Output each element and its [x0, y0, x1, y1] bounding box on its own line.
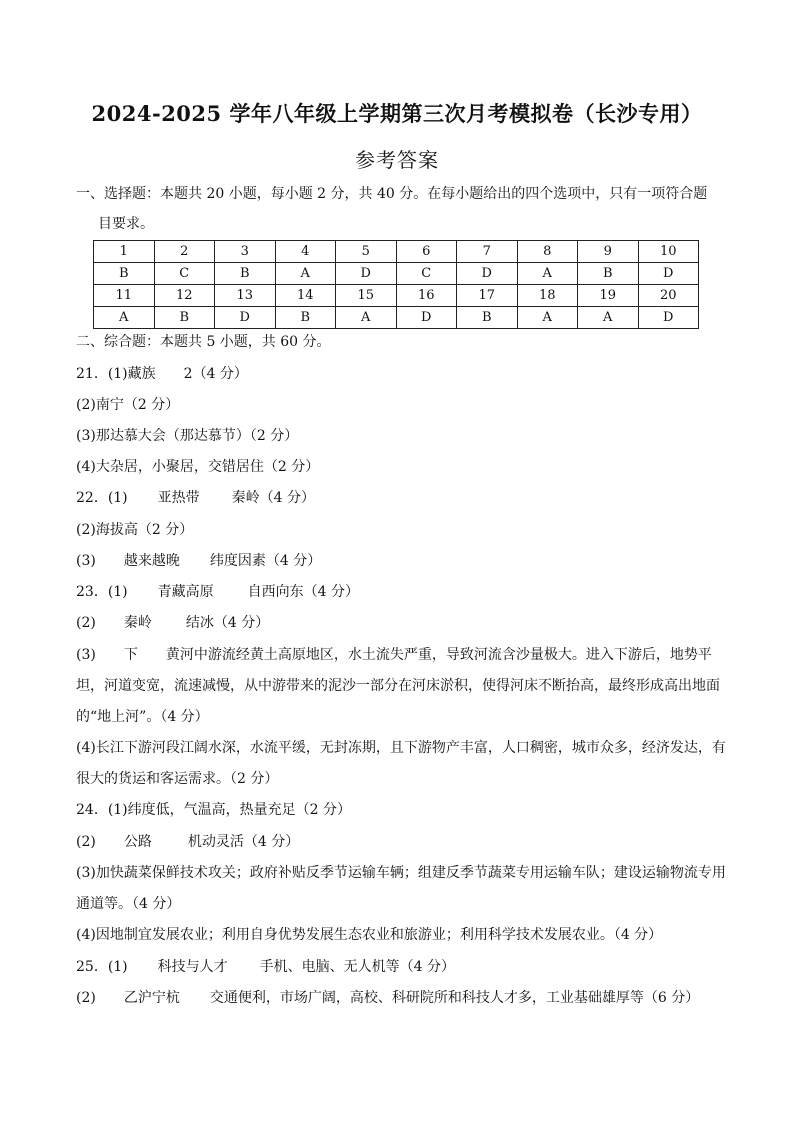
question-number-cell: 14 [275, 285, 336, 307]
q23-part2-label: (2) [76, 615, 96, 631]
q22-part3-a: 越来越晚 [123, 553, 180, 569]
question-number-cell: 3 [215, 241, 276, 263]
q23-part2 [76, 613, 269, 633]
q22-part3-b: 纬度因素（4 分） [209, 553, 322, 569]
answer-cell: B [154, 307, 215, 329]
answer-cell: D [638, 263, 699, 285]
q23-part2-a: 秦岭 [123, 615, 152, 631]
answer-cell: B [215, 263, 276, 285]
section2-heading: 二、综合题：本题共 5 小题，共 60 分。 [76, 334, 331, 350]
answer-table-row [94, 263, 699, 285]
answer-cell: C [396, 263, 457, 285]
q24-part3: (3)加快蔬菜保鲜技术攻关；政府补贴反季节运输车辆；组建反季节蔬菜专用运输车队；建设运输物流专用 [76, 865, 726, 881]
q23-part3-b: 黄河中游流经黄土高原地区，水土流失严重，导致河流含沙量极大。进入下游后，地势平 [165, 647, 712, 663]
q21-part2: (2)南宁（2 分） [76, 397, 180, 413]
q25-part2 [76, 988, 699, 1008]
q24-part3-cont: 通道等。（4 分） [76, 896, 181, 912]
q23-part3-cont2: 的“地上河”。（4 分） [76, 709, 209, 725]
q21-part4: (4)大杂居，小聚居，交错居住（2 分） [76, 459, 320, 475]
question-number-cell: 2 [154, 241, 215, 263]
answer-cell: B [275, 307, 336, 329]
q23-part4-cont: 很大的货运和客运需求。（2 分） [76, 771, 279, 787]
answer-table-row [94, 241, 699, 263]
question-number-cell: 7 [457, 241, 518, 263]
question-number-cell: 20 [638, 285, 699, 307]
q24-part1: 24．(1)纬度低，气温高，热量充足（2 分） [76, 802, 352, 818]
question-number-cell: 15 [336, 285, 397, 307]
answer-cell: B [457, 307, 518, 329]
answer-table [93, 240, 699, 329]
q23-part3 [76, 645, 712, 665]
answer-cell: A [94, 307, 155, 329]
q23-part4: (4)长江下游河段江阔水深，水流平缓，无封冻期，且下游物产丰富，人口稠密，城市众多，经济发达，有 [76, 740, 726, 756]
q25-part1 [76, 957, 455, 977]
question-number-cell: 16 [396, 285, 457, 307]
q21-part1-label: 21．(1)藏族 [76, 366, 156, 382]
page-subtitle: 参考答案 [355, 148, 439, 172]
q23-part3-cont: 坦，河道变宽，流速减慢，从中游带来的泥沙一部分在河床淤积，使得河床不断抬高，最终形成高出地面 [76, 678, 720, 694]
answer-cell: A [578, 307, 639, 329]
q25-part2-a: 乙沪宁杭 [123, 990, 180, 1006]
question-number-cell: 13 [215, 285, 276, 307]
answer-cell: A [517, 263, 578, 285]
q23-part2-b: 结冰（4 分） [185, 615, 270, 631]
q25-part1-b: 手机、电脑、无人机等（4 分） [259, 959, 456, 975]
answer-cell: D [336, 263, 397, 285]
q24-part4: (4)因地制宜发展农业；利用自身优势发展生态农业和旅游业；利用科学技术发展农业。（4 分） [76, 927, 663, 943]
question-number-cell: 1 [94, 241, 155, 263]
q25-part2-b: 交通便利，市场广阔，高校、科研院所和科技人才多，工业基础雄厚等（6 分） [209, 990, 700, 1006]
q21-part1 [76, 364, 248, 384]
answer-cell: D [215, 307, 276, 329]
answer-table-row [94, 307, 699, 329]
q25-part1-a: 科技与人才 [157, 959, 228, 975]
q23-part3-a: 下 [123, 647, 138, 663]
q22-part3-label: (3) [76, 553, 96, 569]
question-number-cell: 9 [578, 241, 639, 263]
q23-part1-label: 23．(1) [76, 584, 128, 600]
answer-cell: C [154, 263, 215, 285]
q22-part1 [76, 488, 315, 508]
question-number-cell: 12 [154, 285, 215, 307]
answer-cell: B [578, 263, 639, 285]
q24-part2-a: 公路 [123, 834, 152, 850]
question-number-cell: 11 [94, 285, 155, 307]
q25-part2-label: (2) [76, 990, 96, 1006]
q21-part1-answer: 2（4 分） [183, 366, 248, 382]
q22-part1-b: 秦岭（4 分） [231, 490, 316, 506]
question-number-cell: 6 [396, 241, 457, 263]
section1-instruction: 一、选择题：本题共 20 小题，每小题 2 分，共 40 分。在每小题给出的四个选项中，只有一项符合题 [76, 186, 708, 202]
answer-cell: B [94, 263, 155, 285]
q21-part3: (3)那达慕大会（那达慕节）（2 分） [76, 428, 299, 444]
q23-part1 [76, 582, 359, 602]
q23-part1-b: 自西向东（4 分） [247, 584, 360, 600]
answer-cell: A [275, 263, 336, 285]
q24-part2 [76, 832, 299, 852]
section1-instruction-cont: 目要求。 [98, 216, 154, 232]
q22-part2: (2)海拔高（2 分） [76, 522, 194, 538]
answer-cell: D [457, 263, 518, 285]
question-number-cell: 4 [275, 241, 336, 263]
answer-cell: A [336, 307, 397, 329]
answer-cell: A [517, 307, 578, 329]
answer-cell: D [396, 307, 457, 329]
question-number-cell: 10 [638, 241, 699, 263]
q22-part3 [76, 551, 321, 571]
question-number-cell: 17 [457, 285, 518, 307]
answer-cell: D [638, 307, 699, 329]
page-title: 2024-2025 学年八年级上学期第三次月考模拟卷（长沙专用） [91, 101, 703, 126]
q25-part1-label: 25．(1) [76, 959, 128, 975]
question-number-cell: 8 [517, 241, 578, 263]
q23-part3-label: (3) [76, 647, 96, 663]
q24-part2-b: 机动灵活（4 分） [187, 834, 300, 850]
q23-part1-a: 青藏高原 [157, 584, 214, 600]
question-number-cell: 5 [336, 241, 397, 263]
question-number-cell: 18 [517, 285, 578, 307]
answer-table-row [94, 285, 699, 307]
q22-part1-label: 22．(1) [76, 490, 128, 506]
q24-part2-label: (2) [76, 834, 96, 850]
q22-part1-a: 亚热带 [157, 490, 200, 506]
question-number-cell: 19 [578, 285, 639, 307]
